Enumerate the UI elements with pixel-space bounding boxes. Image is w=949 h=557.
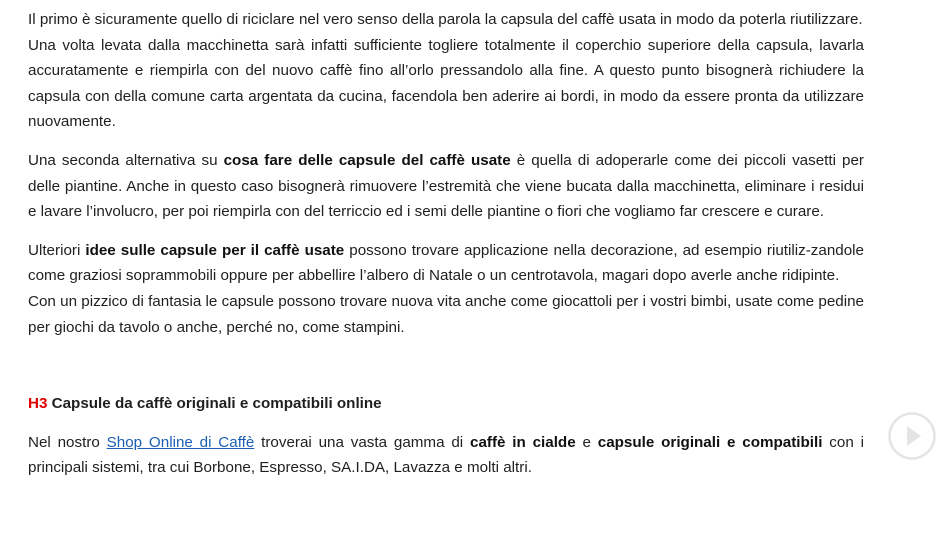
paragraph-plant-pots bbox=[28, 148, 864, 225]
text-run: e bbox=[575, 433, 598, 451]
heading-level-tag: H3 bbox=[28, 395, 48, 413]
text-run: possono trovare applicazione nella decorazione, ad esempio riutiliz-zandole come graziosi soprammobili oppure per abbellire l’albero di Natale o un centrotavola, magari dopo averle anche ridipinte. bbox=[28, 241, 864, 285]
bold-phrase: capsule originali e compatibili bbox=[597, 433, 823, 451]
paragraph-shop bbox=[28, 430, 864, 481]
text-run: Ulteriori bbox=[28, 241, 86, 259]
text-run: con i principali sistemi, tra cui Borbone, Espresso, SA.I.DA, Lavazza e molti altri. bbox=[28, 433, 864, 477]
bold-phrase: idee sulle capsule per il caffè usate bbox=[85, 241, 345, 259]
section-heading bbox=[28, 391, 864, 417]
paragraph-recycle-intro: Il primo è sicuramente quello di riciclare nel vero senso della parola la capsula del caffè usata in modo da poterla riutilizzare. bbox=[28, 11, 863, 28]
document-body bbox=[28, 7, 864, 481]
bold-phrase: caffè in cialde bbox=[470, 433, 576, 451]
bold-phrase: cosa fare delle capsule del caffè usate bbox=[223, 151, 511, 169]
paragraph-decoration bbox=[28, 238, 864, 289]
text-run: Nel nostro bbox=[28, 433, 107, 451]
play-circle-icon[interactable] bbox=[888, 412, 936, 460]
text-run: Una seconda alternativa su bbox=[28, 151, 224, 169]
play-circle-icon-graphic bbox=[888, 412, 936, 460]
heading-text: Capsule da caffè originali e compatibili online bbox=[47, 395, 382, 413]
shop-online-link[interactable]: Shop Online di Caffè bbox=[106, 433, 255, 451]
paragraph-recycle-steps: Una volta levata dalla macchinetta sarà infatti sufficiente togliere totalmente il coperchio superiore della capsula, lavarla accuratamente e riempirla con del nuovo caffè fino all’orlo pressandolo alla fine. A questo punto bisognerà richiudere la capsula con della comune carta argentata da cucina, facendola ben aderire ai bordi, in modo da essere pronta da utilizzare nuovamente. bbox=[28, 36, 864, 131]
text-run: troverai una vasta gamma di bbox=[254, 433, 470, 451]
paragraph-toys: Con un pizzico di fantasia le capsule possono trovare nuova vita anche come giocattoli per i vostri bimbi, usate come pedine per giochi da tavolo o anche, perché no, come stampini. bbox=[28, 292, 864, 336]
text-run: è quella di adoperarle come dei piccoli vasetti per delle piantine. Anche in questo caso bisognerà rimuovere l’estremità che viene bucata dalla macchinetta, eliminare i residui e lavare l’involucro, per poi riempirla con del terriccio ed i semi delle piantine o fiori che vogliamo far crescere e curare. bbox=[28, 151, 864, 221]
